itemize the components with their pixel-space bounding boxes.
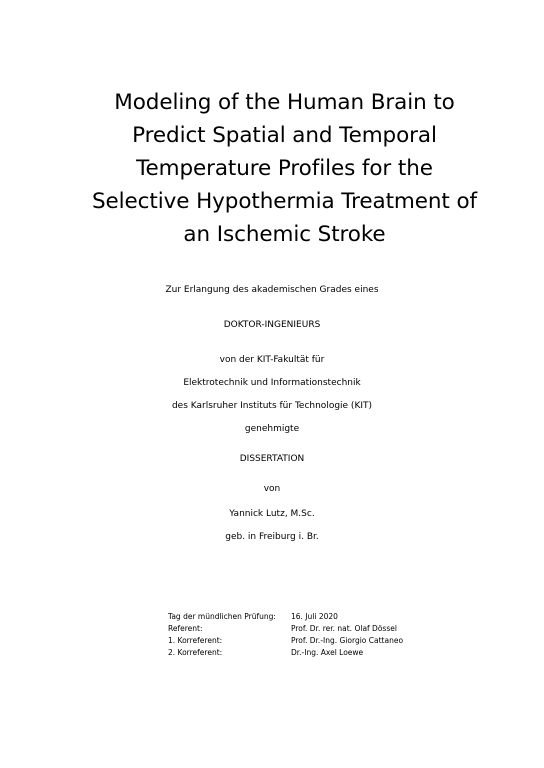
title-line: Selective Hypothermia Treatment of: [92, 189, 478, 214]
info-label: 2. Korreferent:: [168, 648, 223, 657]
info-value: Prof. Dr.-Ing. Giorgio Cattaneo: [291, 636, 404, 645]
faculty-line-2: Elektrotechnik und Informationstechnik: [183, 378, 361, 388]
title-line: an Ischemic Stroke: [183, 222, 386, 247]
author-name: Yannick Lutz, M.Sc.: [229, 509, 315, 519]
title-line: Predict Spatial and Temporal: [132, 123, 437, 148]
faculty-line-1: von der KIT-Fakultät für: [219, 355, 325, 365]
info-value: 16. Juli 2020: [291, 612, 338, 621]
info-label: Tag der mündlichen Prüfung:: [168, 612, 276, 621]
degree-name: DOKTOR-INGENIEURS: [223, 320, 321, 330]
info-label: 1. Korreferent:: [168, 636, 223, 645]
author-birthplace: geb. in Freiburg i. Br.: [225, 532, 319, 542]
degree-intro: Zur Erlangung des akademischen Grades eines: [165, 285, 379, 295]
institute-line: des Karlsruher Instituts für Technologie (KIT): [171, 401, 373, 411]
dissertation-title: [92, 86, 477, 251]
by-line: von: [263, 484, 281, 494]
title-line: Temperature Profiles for the: [136, 156, 433, 181]
title-line: Modeling of the Human Brain to: [114, 90, 455, 115]
info-value: Prof. Dr. rer. nat. Olaf Dössel: [291, 624, 397, 633]
info-value: Dr.-Ing. Axel Loewe: [291, 648, 364, 657]
info-label: Referent:: [168, 624, 203, 633]
approved-line: genehmigte: [244, 424, 300, 434]
work-type: DISSERTATION: [239, 454, 305, 464]
